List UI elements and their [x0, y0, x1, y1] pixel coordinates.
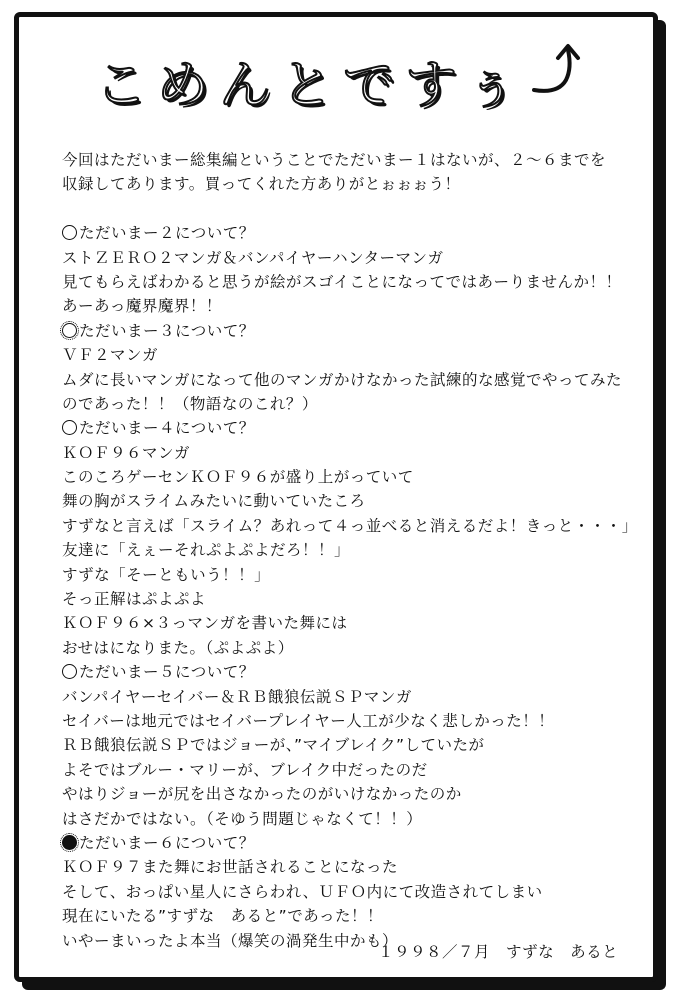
- section-4-line: ＫＯＦ９６マンガ: [62, 443, 191, 462]
- section-5-line: ＲＢ餓狼伝説ＳＰではジョーが、”マイブレイク”していたが: [62, 736, 485, 755]
- section-3-heading-text: ただいまー３について？: [79, 321, 255, 340]
- section-3-heading: [62, 319, 642, 343]
- section-4-heading-text: ただいまー４について？: [79, 419, 255, 438]
- section-4-line: 舞の胸がスライムみたいに動いていたころ: [62, 492, 366, 511]
- section-5-line: セイバーは地元ではセイバープレイヤー人工が少なく悲しかった！！: [62, 711, 555, 730]
- section-6-line: ＫＯＦ９７また舞にお世話されることになった: [62, 858, 399, 877]
- section-6-heading: [62, 831, 642, 855]
- title-block: [95, 42, 528, 116]
- section-2-line: 見てもらえばわかると思うが絵がスゴイことになってではあーりませんか！！: [62, 272, 622, 291]
- section-5-line: よそではブルー・マリーが、ブレイク中だったのだ: [62, 760, 428, 779]
- smile-icon: [62, 420, 77, 435]
- section-5-heading: [62, 660, 642, 684]
- intro-line: 今回はただいまー総集編ということでただいまー１はないが、２～６までを: [62, 151, 607, 169]
- section-3-line: のであった！！（物語なのこれ？）: [62, 394, 318, 413]
- section-2-heading: [62, 221, 642, 245]
- blank-line: [62, 197, 642, 221]
- section-4-line: このころゲーセンＫＯＦ９６が盛り上がっていて: [62, 468, 414, 487]
- section-4-line: おせはになりまた。（ぷよぷよ）: [62, 638, 294, 657]
- section-6-line: いやーまいったよ本当（爆笑の渦発生中かも）: [62, 931, 399, 950]
- section-4-heading: [62, 416, 642, 440]
- section-5-line: やはりジョーが尻を出さなかったのがいけなかったのか: [62, 785, 462, 804]
- section-2-line: ストＺＥＲＯ２マンガ＆バンパイヤーハンターマンガ: [62, 248, 444, 267]
- section-6-line: 現在にいたる”すずな あると”であった！！: [62, 907, 384, 926]
- section-4-line: ＫＯＦ９６×３っマンガを書いた舞には: [62, 614, 348, 633]
- page-title: こめんとですぅ: [95, 56, 528, 116]
- section-3-line: ＶＦ２マンガ: [62, 346, 159, 365]
- section-6-line: そして、おっぱい星人にさらわれ、ＵＦＯ内にて改造されてしまい: [62, 882, 543, 901]
- face-icon: [62, 323, 77, 338]
- face-icon: [62, 664, 77, 679]
- section-2-heading-text: ただいまー２について？: [79, 224, 255, 243]
- section-4-line: すずな「そーともいう！！」: [62, 565, 271, 584]
- burst-icon: [62, 835, 77, 850]
- section-4-line: すずなと言えば「スライム？あれって４っ並べると消えるだよ！きっと・・・」: [62, 516, 638, 535]
- section-5-line: バンパイヤーセイバー＆ＲＢ餓狼伝説ＳＰマンガ: [62, 687, 412, 706]
- signature: １９９８／７月 すずな あると: [378, 943, 619, 961]
- section-4-line: そっ正解はぷよぷよ: [62, 590, 207, 609]
- curved-arrow-icon: [528, 40, 588, 100]
- comment-body: [62, 148, 642, 953]
- section-4-line: 友達に「えぇーそれぷよぷよだろ！！」: [62, 541, 351, 560]
- section-3-line: ムダに長いマンガになって他のマンガかけなかった試練的な感覚でやってみた: [62, 370, 623, 389]
- section-6-heading-text: ただいまー６について？: [79, 833, 255, 852]
- section-5-line: はさだかではない。（そゆう問題じゃなくて！！）: [62, 809, 423, 828]
- face-icon: [62, 225, 77, 240]
- section-2-line: あーあっ魔界魔界！！: [62, 297, 222, 316]
- intro-line: 収録してあります。買ってくれた方ありがとぉぉぉう！: [62, 175, 461, 194]
- section-5-heading-text: ただいまー５について？: [79, 663, 255, 682]
